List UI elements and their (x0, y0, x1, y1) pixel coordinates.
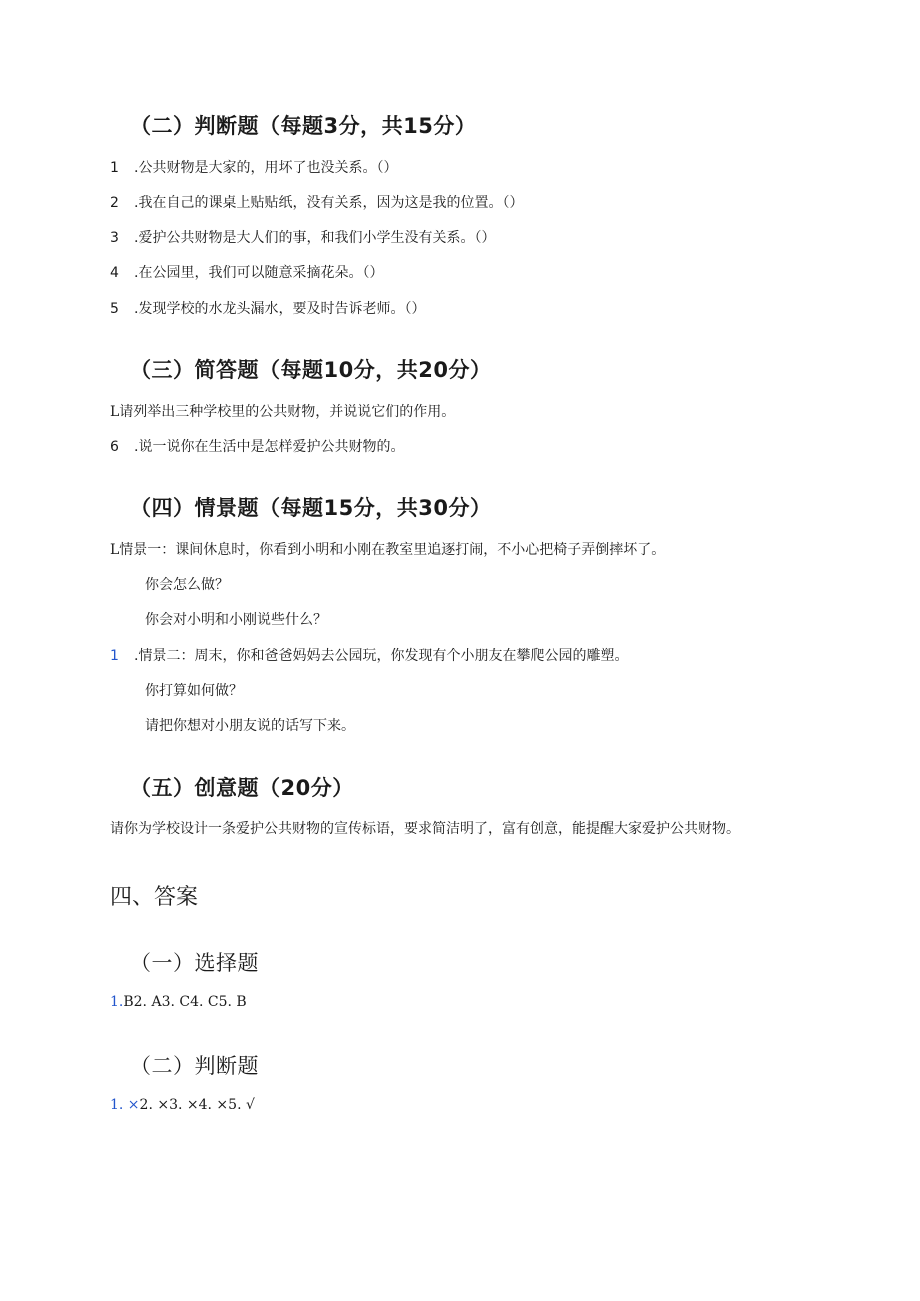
item-number: 2 (110, 195, 119, 211)
answer-prefix: 1. × (110, 1097, 140, 1113)
answers-choice-line (110, 994, 247, 1010)
item-number: 4 (110, 265, 119, 281)
judgment-item-2 (110, 192, 523, 212)
item-number: 3 (110, 230, 119, 246)
item-text: .情景二：周末，你和爸爸妈妈去公园玩，你发现有个小朋友在攀爬公园的雕塑。 (134, 648, 629, 664)
answer-values: B2. A3. C4. C5. B (123, 994, 247, 1010)
answers-choice-heading: （一）选择题 (130, 951, 259, 975)
section-heading-judgment: （二）判断题（每题3分，共15分） (130, 114, 477, 138)
section-heading-short-answer: （三）简答题（每题10分，共20分） (130, 358, 492, 382)
answer-prefix: 1. (110, 994, 124, 1010)
judgment-item-1 (110, 157, 397, 177)
short-answer-item-1: L请列举出三种学校里的公共财物，并说说它们的作用。 (110, 404, 456, 420)
answers-heading: 四、答案 (110, 885, 199, 910)
item-text: .在公园里，我们可以随意采摘花朵。（） (134, 265, 384, 281)
answer-values: 2. ×3. ×4. ×5. √ (139, 1097, 255, 1113)
item-text: .爱护公共财物是大人们的事，和我们小学生没有关系。（） (134, 230, 496, 246)
scenario-2-question-2: 请把你想对小朋友说的话写下来。 (145, 718, 355, 734)
short-answer-item-2 (110, 436, 404, 456)
judgment-item-3 (110, 227, 495, 247)
scenario-1: L情景一：课间休息时，你看到小明和小刚在教室里追逐打闹，不小心把椅子弄倒摔坏了。 (110, 542, 666, 558)
creative-prompt: 请你为学校设计一条爱护公共财物的宣传标语，要求简洁明了，富有创意，能提醒大家爱护公共财物。 (110, 821, 740, 837)
answers-judgment-line (110, 1097, 255, 1113)
scenario-1-question-2: 你会对小明和小刚说些什么？ (145, 612, 327, 628)
judgment-item-4 (110, 262, 383, 282)
item-text: .说一说你在生活中是怎样爱护公共财物的。 (134, 439, 405, 455)
item-number: 6 (110, 439, 119, 455)
item-text: .公共财物是大家的，用坏了也没关系。（） (134, 160, 398, 176)
scenario-2-question-1: 你打算如何做？ (145, 683, 243, 699)
judgment-item-5 (110, 298, 425, 318)
item-number: 1 (110, 648, 119, 664)
answers-judgment-heading: （二）判断题 (130, 1054, 259, 1078)
item-text: .我在自己的课桌上贴贴纸，没有关系，因为这是我的位置。（） (134, 195, 524, 211)
item-number: 1 (110, 160, 119, 176)
section-heading-scenario: （四）情景题（每题15分，共30分） (130, 496, 492, 520)
section-heading-creative: （五）创意题（20分） (130, 776, 354, 800)
item-number: 5 (110, 301, 119, 317)
item-text: .发现学校的水龙头漏水，要及时告诉老师。（） (134, 301, 426, 317)
scenario-1-question-1: 你会怎么做？ (145, 577, 229, 593)
scenario-2 (110, 645, 628, 665)
